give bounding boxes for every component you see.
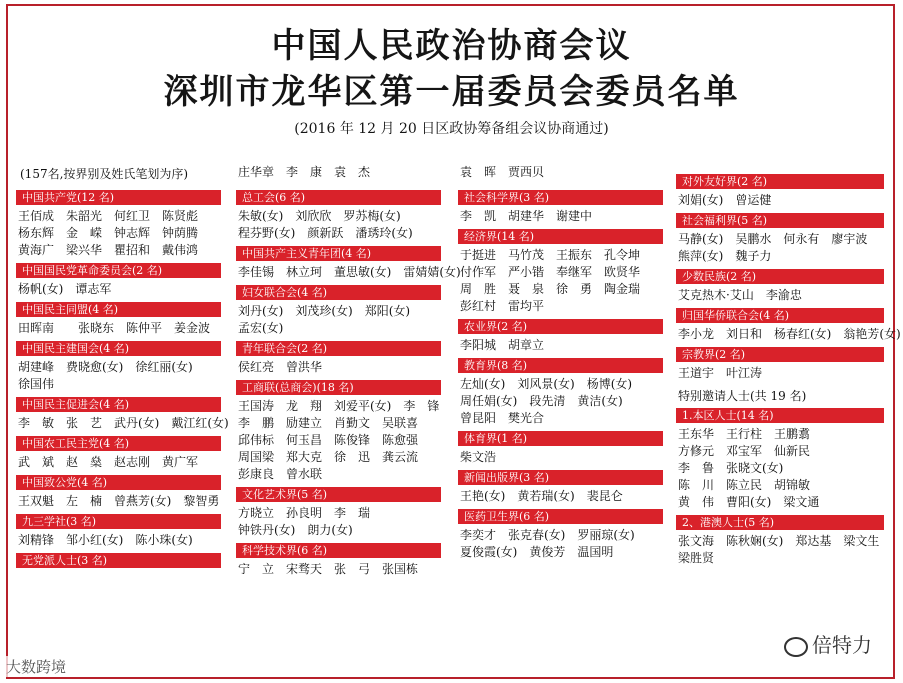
col4-section-names: 马静(女) 吴鹏水 何永有 廖宇波	[678, 232, 868, 246]
col1-section-header: 中国致公党(4 名)	[16, 475, 221, 490]
col2-section-header: 文化艺术界(5 名)	[236, 487, 441, 502]
col1-section-names: 杨帆(女) 谭志军	[18, 282, 112, 296]
col3-section-header: 新闻出版界(3 名)	[458, 470, 663, 485]
col2-section-header: 青年联合会(2 名)	[236, 341, 441, 356]
col3-section-names: 曾昆阳 樊光合	[460, 411, 545, 425]
col3-section-names: 李 凯 胡建华 谢建中	[460, 209, 593, 223]
col2-top-names: 庄华章 李 康 袁 杰	[238, 165, 371, 179]
col4-section-header: 少数民族(2 名)	[676, 269, 884, 284]
col3-section-names: 夏俊霞(女) 黄俊芳 温国明	[460, 545, 614, 559]
col2-section-names: 彭康良 曾水联	[238, 467, 323, 481]
col4-section-names: 张文海 陈秋娴(女) 郑达基 梁文生	[678, 534, 880, 548]
col2-section-names: 李 鹏 励建立 肖勤文 吴联喜	[238, 416, 419, 430]
document-title-line2: 深圳市龙华区第一届委员会委员名单	[163, 72, 740, 112]
col1-section-names: 王双魁 左 楠 曾燕芳(女) 黎智勇	[18, 494, 220, 508]
col1-section-header: 中国民主促进会(4 名)	[16, 397, 221, 412]
document-title-line1: 中国人民政治协商会议	[271, 26, 632, 66]
col2-section-names: 刘丹(女) 刘茂珍(女) 郑阳(女)	[238, 304, 411, 318]
col1-section-header: 九三学社(3 名)	[16, 514, 221, 529]
col1-section-header: 中国民主同盟(4 名)	[16, 302, 221, 317]
col3-section-names: 于挺进 马竹茂 王振东 孔令坤	[460, 248, 641, 262]
col4-section-header: 1.本区人士(14 名)	[676, 408, 884, 423]
col1-section-names: 李 敏 张 艺 武丹(女) 戴江红(女)	[18, 416, 229, 430]
col3-section-header: 教育界(8 名)	[458, 358, 663, 373]
col3-top-names: 袁 晖 贾西贝	[460, 165, 545, 179]
col2-section-header: 中国共产主义青年团(4 名)	[236, 246, 441, 261]
col3-section-header: 社会科学界(3 名)	[458, 190, 663, 205]
col2-section-header: 总工会(6 名)	[236, 190, 441, 205]
col1-section-header: 中国国民党革命委员会(2 名)	[16, 263, 221, 278]
col2-section-header: 科学技术界(6 名)	[236, 543, 441, 558]
col1-section-header: 中国共产党(12 名)	[16, 190, 221, 205]
watermark-right-text: 倍特力	[812, 633, 872, 657]
col3-section-names: 李阳城 胡章立	[460, 338, 545, 352]
col4-section-names: 陈 川 陈立民 胡锦敏	[678, 478, 811, 492]
col1-section-names: 徐国伟	[18, 377, 55, 391]
col4-section-names: 李小龙 刘日和 杨春红(女) 翁艳芳(女)	[678, 327, 901, 341]
col2-section-names: 李佳锡 林立珂 董思敏(女) 雷婧婧(女)	[238, 265, 461, 279]
col3-section-names: 王艳(女) 黄若瑞(女) 裴昆仑	[460, 489, 623, 503]
col3-section-header: 经济界(14 名)	[458, 229, 663, 244]
col1-section-header: 中国民主建国会(4 名)	[16, 341, 221, 356]
col4-section-names: 方修元 邓宝军 仙新民	[678, 444, 811, 458]
col4-section-names: 梁胜贤	[678, 551, 715, 565]
col3-section-names: 左灿(女) 刘风景(女) 杨博(女)	[460, 377, 633, 391]
col3-section-names: 李奕才 张克春(女) 罗丽琼(女)	[460, 528, 635, 542]
col4-section-header: 2、港澳人士(5 名)	[676, 515, 884, 530]
col4-section-header: 社会福利界(5 名)	[676, 213, 884, 228]
col4-section-names: 艾克热木·艾山 李渝忠	[678, 288, 802, 302]
watermark-right	[778, 627, 878, 660]
col4-section-names: 王东华 王行柱 王鹏翥	[678, 427, 811, 441]
col2-section-names: 侯红亮 曾洪华	[238, 360, 323, 374]
col2-section-names: 邱伟标 何玉昌 陈俊锋 陈愈强	[238, 433, 419, 447]
col1-section-header: 无党派人士(3 名)	[16, 553, 221, 568]
col2-section-names: 宁 立 宋骛天 张 弓 张国栋	[238, 562, 419, 576]
watermark-left	[2, 656, 70, 677]
col4-section-names: 熊萍(女) 魏子力	[678, 249, 772, 263]
col2-section-names: 朱敏(女) 刘欣欣 罗苏梅(女)	[238, 209, 401, 223]
col1-section-header: 中国农工民主党(4 名)	[16, 436, 221, 451]
col1-section-names: 杨东辉 金 嵘 钟志辉 钟荫腾	[18, 226, 199, 240]
col2-section-names: 孟宏(女)	[238, 321, 284, 335]
col4-section-names: 王道宇 叶江涛	[678, 366, 763, 380]
col3-section-header: 体育界(1 名)	[458, 431, 663, 446]
col1-section-names: 田晖南 张晓东 陈仲平 姜金波	[18, 321, 211, 335]
col1-section-names: 武 斌 赵 燊 赵志刚 黄广军	[18, 455, 199, 469]
document-subtitle: (2016 年 12 月 20 日区政协筹备组会议协商通过)	[294, 121, 609, 137]
watermark-left-text: 大数跨境	[6, 658, 67, 676]
col4-section-header: 对外友好界(2 名)	[676, 174, 884, 189]
col3-section-names: 周任娟(女) 段先清 黄洁(女)	[460, 394, 623, 408]
chat-bubble-icon	[784, 637, 808, 657]
col1-section-names: 胡建峰 费晓愈(女) 徐红丽(女)	[18, 360, 193, 374]
col2-section-names: 钟铁丹(女) 朗力(女)	[238, 523, 353, 537]
col4-section-names: 李 鲁 张晓文(女)	[678, 461, 784, 475]
special-invitees-heading: 特别邀请人士(共 19 名)	[678, 389, 807, 403]
col3-section-names: 柴文浩	[460, 450, 497, 464]
col1-section-names: 黄海广 梁兴华 瞿招和 戴伟鸿	[18, 243, 199, 257]
col4-section-names: 刘娟(女) 曾运健	[678, 193, 772, 207]
col4-section-header: 宗教界(2 名)	[676, 347, 884, 362]
col3-section-names: 周 胜 聂 泉 徐 勇 陶金瑞	[460, 282, 641, 296]
count-note: (157名,按界别及姓氏笔划为序)	[20, 167, 189, 181]
col2-section-names: 王国涛 龙 翔 刘爱平(女) 李 锋	[238, 399, 440, 413]
col2-section-header: 工商联(总商会)(18 名)	[236, 380, 441, 395]
col2-section-header: 妇女联合会(4 名)	[236, 285, 441, 300]
col1-section-names: 刘精锋 邹小红(女) 陈小珠(女)	[18, 533, 193, 547]
col4-section-header: 归国华侨联合会(4 名)	[676, 308, 884, 323]
col2-section-names: 方晓立 孙良明 李 瑞	[238, 506, 371, 520]
col1-section-names: 王佰成 朱韶光 何红卫 陈贤彪	[18, 209, 199, 223]
col3-section-header: 医药卫生界(6 名)	[458, 509, 663, 524]
col3-section-header: 农业界(2 名)	[458, 319, 663, 334]
col2-section-names: 周国梁 郑大克 徐 迅 龚云流	[238, 450, 419, 464]
col3-section-names: 彭红村 雷均平	[460, 299, 545, 313]
col3-section-names: 付作军 严小锴 奉继军 欧贤华	[460, 265, 641, 279]
col2-section-names: 程芬野(女) 颜新跃 潘琇玲(女)	[238, 226, 413, 240]
col4-section-names: 黄 伟 曹阳(女) 梁文通	[678, 495, 820, 509]
